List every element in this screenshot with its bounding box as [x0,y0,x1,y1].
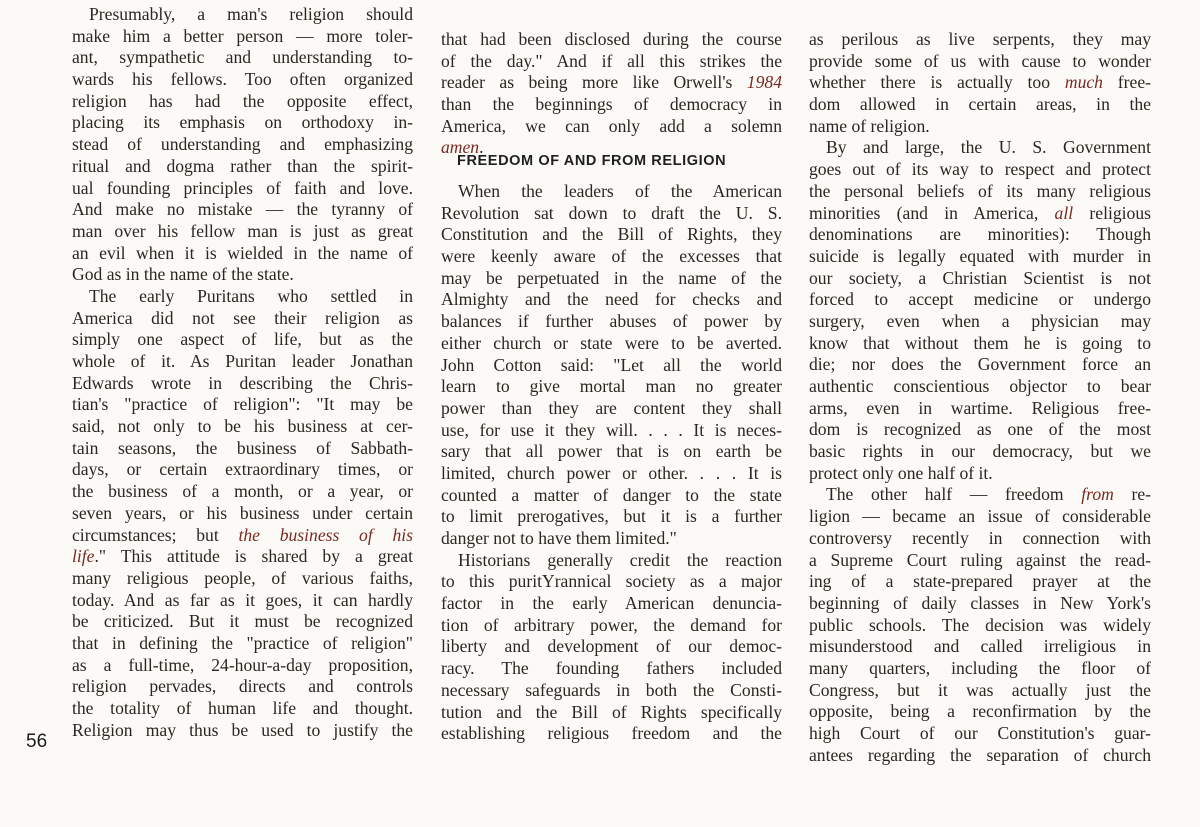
line-text: John Cotton said: "Let all the world [441,354,782,375]
text-line [441,333,782,355]
page-number: 56 [26,731,48,752]
text-line [441,506,782,528]
text-line [809,550,1151,572]
text-line [72,611,413,633]
line-text: know that without them he is going to [809,332,1151,353]
line-text-after: re- [1113,484,1151,505]
line-text: an evil when it is wielded in the name of [72,242,413,263]
text-line [441,571,782,593]
text-line [441,485,782,507]
line-text: sary that all power that is on earth be [441,441,782,462]
line-text: danger not to have them limited." [441,528,677,548]
line-text: die; nor does the Government force an [809,354,1151,375]
line-text: public schools. The decision was widely [809,614,1151,635]
line-text: the business of a month, or a year, or [72,481,413,502]
text-line [809,723,1151,745]
text-line [809,701,1151,723]
line-text: opposite, being a reconfirmation by the [809,701,1151,722]
line-text: suicide is legally equated with murder in [809,245,1151,266]
text-line [72,199,413,221]
line-text: minorities (and in America, [809,202,1039,223]
line-text: use, for use it they will. . . . It is neces- [441,419,782,440]
line-text: that had been disclosed during the course [441,29,782,49]
line-text: circumstances; but [72,524,219,545]
line-text: said, not only to be his business at cer- [72,416,413,437]
line-text: high Court of our Constitution's guar- [809,723,1151,743]
text-line [441,311,782,333]
line-text-after: religious [1073,202,1151,223]
text-line [441,593,782,615]
line-text: Congress, but it was actually just the [809,679,1151,700]
line-text: dom is recognized as one of the most [809,419,1151,440]
line-text: stead of understanding and emphasizing [72,134,413,155]
text-column-3 [809,29,1151,766]
text-line [72,503,413,525]
line-text: balances if further abuses of power by [441,311,782,332]
text-line [809,528,1151,550]
text-column-1 [72,4,413,741]
line-text: may be perpetuated in the name of the [441,267,782,288]
line-text: God as in the name of the state. [72,264,294,285]
text-line [809,51,1151,73]
line-text: Religion may thus be used to justify the [72,719,413,740]
line-text: racy. The founding fathers included [441,658,782,679]
section-heading: FREEDOM OF AND FROM RELIGION [457,153,727,169]
text-line [441,94,782,116]
text-line [72,546,413,568]
text-line [809,354,1151,376]
line-text: learn to give mortal man no greater [441,376,782,397]
text-line [72,286,413,308]
line-text: By and large, the U. S. Government [826,137,1151,158]
text-line [72,481,413,503]
line-text: America did not see their religion as [72,307,413,328]
text-line [441,441,782,463]
line-text: establishing religious freedom and the [441,723,782,744]
line-text: the totality of human life and thought. [72,698,413,718]
line-text: be criticized. But it must be recognized [72,611,413,632]
text-line [72,720,413,742]
text-line [72,264,413,286]
line-text: make him a better person — more toler- [72,25,413,46]
text-line [809,29,1151,51]
line-text: wards his fellows. Too often organized [72,69,413,90]
text-line [72,112,413,134]
emphasis-text: from [1081,484,1114,505]
text-line [72,525,413,547]
line-text: reader as being more like Orwell's [441,72,733,93]
text-line [809,94,1151,116]
line-text: tution and the Bill of Rights specifically [441,701,782,722]
text-line [441,463,782,485]
line-text: many quarters, including the floor of [809,657,1151,678]
text-line [441,181,782,203]
text-line [441,615,782,637]
line-text: limited, church power or other. . . . It is [441,462,782,483]
line-text: whole of it. As Puritan leader Jonathan [72,351,413,371]
line-text: man over his fellow man is just as great [72,220,413,241]
text-line [809,398,1151,420]
emphasis-text: all [1054,202,1074,223]
line-text: counted a matter of danger to the state [441,484,782,505]
emphasis-text: amen [441,137,480,158]
text-line [809,441,1151,463]
line-text: protect only one half of it. [809,462,993,483]
line-text: Constitution and the Bill of Rights, they [441,224,782,245]
text-line [809,246,1151,268]
text-line [441,680,782,702]
line-text: antees regarding the separation of church [809,744,1151,765]
line-text: tain seasons, the business of Sabbath- [72,437,413,458]
line-text: goes out of its way to respect and protect [809,159,1151,180]
line-text-after: . [479,137,484,158]
line-text: placing its emphasis on orthodoxy in- [72,112,413,133]
text-line [72,373,413,395]
text-line [441,550,782,572]
text-line [441,702,782,724]
text-line [441,528,782,550]
text-line [441,398,782,420]
text-line [809,268,1151,290]
text-line [72,26,413,48]
line-text: religion has had the opposite effect, [72,90,413,111]
text-line [72,394,413,416]
line-text: seven years, or his business under certain [72,502,413,523]
text-line [809,745,1151,767]
line-text: of the day." And if all this strikes the [441,50,782,71]
line-text: When the leaders of the American [458,181,782,201]
text-line [441,268,782,290]
text-line [441,376,782,398]
line-text: name of religion. [809,115,930,136]
line-text: Edwards wrote in describing the Chris- [72,372,413,393]
text-line [809,463,1151,485]
text-line [441,420,782,442]
text-line [72,329,413,351]
text-line [809,311,1151,333]
line-text: ant, sympathetic and understanding to- [72,47,413,68]
line-text: Presumably, a man's religion should [89,4,413,24]
text-column-2-bottom [441,181,782,745]
line-text: The early Puritans who settled in [89,285,413,306]
line-text: tian's "practice of religion": "It may be [72,394,413,415]
text-line [441,29,782,51]
text-line [72,243,413,265]
line-text: ual founding principles of faith and love. [72,177,413,198]
line-text: to limit prerogatives, but it is a further [441,506,782,527]
line-text: necessary safeguards in both the Consti- [441,679,782,700]
text-line [441,246,782,268]
line-text: America, we can only add a solemn [441,115,782,136]
line-text: days, or certain extraordinary times, or [72,459,413,480]
line-text: The other half — freedom [826,484,1064,505]
text-line [72,655,413,677]
text-line [809,419,1151,441]
text-line [809,333,1151,355]
line-text: Revolution sat down to draft the U. S. [441,202,782,223]
line-text: liberty and development of our democ- [441,636,782,657]
line-text: And make no mistake — the tyranny of [72,199,413,220]
line-text: factor in the early American denuncia- [441,593,782,614]
text-line [441,203,782,225]
text-line [72,351,413,373]
text-line [441,636,782,658]
text-line [809,116,1151,138]
line-text: ligion — became an issue of considerable [809,506,1151,527]
line-text: that in defining the "practice of religion" [72,632,413,653]
line-text: were keenly aware of the excesses that [441,246,782,267]
text-line [441,355,782,377]
text-line [809,181,1151,203]
text-line [72,69,413,91]
line-text: ing of a state-prepared prayer at the [809,571,1151,592]
text-line [72,221,413,243]
text-line [809,137,1151,159]
line-text: basic rights in our democracy, but we [809,441,1151,462]
text-column-2-top [441,29,782,159]
text-line [72,438,413,460]
line-text: as perilous as live serpents, they may [809,29,1151,49]
line-text: authentic conscientious objector to bear [809,376,1151,396]
line-text: than the beginnings of democracy in [441,94,782,115]
text-line [809,484,1151,506]
line-text: surgery, even when a physician may [809,310,1151,331]
line-text: our society, a Christian Scientist is not [809,267,1151,288]
line-text: provide some of us with cause to wonder [809,50,1151,71]
text-line [809,571,1151,593]
line-text: today. And as far as it goes, it can hardly [72,589,413,610]
text-line [72,47,413,69]
line-text: denominations are minorities): Though [809,224,1151,245]
text-line [72,590,413,612]
text-line [809,376,1151,398]
line-text: Historians generally credit the reaction [458,549,782,570]
emphasis-text: 1984 [746,72,782,93]
line-text: whether there is actually too [809,72,1051,93]
line-text: arms, even in wartime. Religious free- [809,397,1151,418]
line-text: controversy recently in connection with [809,527,1151,548]
text-line [441,658,782,680]
line-text: Almighty and the need for checks and [441,289,782,310]
line-text: a Supreme Court ruling against the read- [809,549,1151,570]
line-text: ritual and dogma rather than the spirit- [72,155,413,176]
text-line [72,676,413,698]
text-line [72,91,413,113]
text-line [809,680,1151,702]
text-line [72,178,413,200]
line-text: beginning of daily classes in New York's [809,592,1151,613]
line-text: power than they are content they shall [441,397,782,418]
text-line [441,51,782,73]
text-line [72,698,413,720]
text-line [809,636,1151,658]
text-line [72,156,413,178]
line-text-after: ." This attitude is shared by a great [94,546,413,567]
text-line [809,72,1151,94]
text-line [809,289,1151,311]
text-line [441,72,782,94]
line-text: the personal beliefs of its many religious [809,180,1151,201]
text-line [441,224,782,246]
text-line [809,615,1151,637]
emphasis-text: much [1064,72,1103,93]
text-line [72,416,413,438]
line-text: many religious people, of various faiths, [72,567,413,588]
line-text: as a full-time, 24-hour-a-day proposition, [72,654,413,675]
line-text: tion of arbitrary power, the demand for [441,614,782,635]
text-line [72,4,413,26]
text-line [809,593,1151,615]
text-line [441,116,782,138]
text-line [72,459,413,481]
emphasis-text: the business of his [238,524,413,545]
line-text-after: free- [1102,72,1151,93]
text-line [809,224,1151,246]
text-line [72,633,413,655]
line-text: religion pervades, directs and controls [72,676,413,697]
text-line [809,159,1151,181]
text-line [809,203,1151,225]
line-text: dom allowed in certain areas, in the [809,94,1151,115]
text-line [809,506,1151,528]
line-text: misunderstood and called irreligious in [809,636,1151,657]
text-line [72,568,413,590]
text-line [72,308,413,330]
emphasis-text: life [72,546,95,567]
text-line [72,134,413,156]
line-text: forced to accept medicine or undergo [809,289,1151,310]
line-text: either church or state were to be averted. [441,332,782,353]
text-line [441,723,782,745]
text-line [441,289,782,311]
line-text: to this puritYrannical society as a major [441,571,782,592]
line-text: simply one aspect of life, but as the [72,329,413,350]
text-line [809,658,1151,680]
